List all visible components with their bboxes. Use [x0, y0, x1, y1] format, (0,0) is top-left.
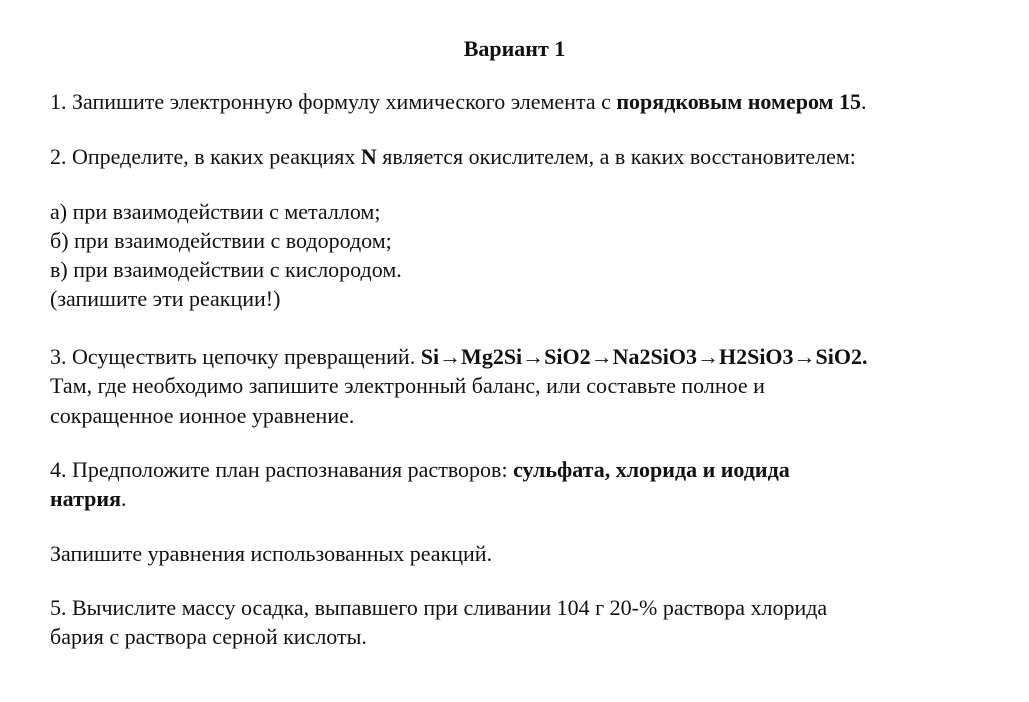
question-1-text: 1. Запишите электронную формулу химического элемента с — [50, 89, 617, 114]
equations-note: Запишите уравнения использованных реакций. — [50, 541, 493, 566]
question-4-text: 4. Предположите план распознавания растворов: — [50, 457, 514, 482]
question-2-bold: N — [360, 144, 377, 169]
question-4-bold-2: натрия — [50, 486, 121, 511]
question-2 — [50, 143, 856, 171]
question-2-note: (запишите эти реакции!) — [50, 286, 281, 311]
page-title: Вариант 1 — [463, 36, 566, 61]
question-2-item-b: б) при взаимодействии с водородом; — [50, 228, 392, 253]
question-2-item-c: в) при взаимодействии с кислородом. — [50, 257, 402, 282]
question-2-text-b: является окислителем, а в каких восстановителем: — [376, 144, 856, 169]
question-3-text: 3. Осуществить цепочку превращений. — [50, 344, 421, 369]
question-4 — [50, 456, 790, 484]
question-3-line-2: Там, где необходимо запишите электронный баланс, или составьте полное и — [50, 373, 765, 398]
question-3 — [50, 343, 868, 371]
question-4-bold-1: сульфата, хлорида и иодида — [513, 457, 790, 482]
question-5-line-2: бария с раствора серной кислоты. — [50, 624, 367, 649]
question-3-line-3: сокращенное ионное уравнение. — [50, 403, 355, 428]
question-1 — [50, 88, 867, 116]
question-2-item-a: а) при взаимодействии с металлом; — [50, 199, 381, 224]
question-3-chain: Si→Mg2Si→SiO2→Na2SiO3→H2SiO3→SiO2. — [420, 344, 868, 369]
question-4-line-2 — [50, 485, 127, 513]
question-4-end: . — [121, 486, 127, 511]
question-5: 5. Вычислите массу осадка, выпавшего при сливании 104 г 20-% раствора хлорида — [50, 595, 828, 620]
question-2-text-a: 2. Определите, в каких реакциях — [50, 144, 361, 169]
question-1-end: . — [861, 89, 867, 114]
question-1-bold: порядковым номером 15 — [616, 89, 862, 114]
